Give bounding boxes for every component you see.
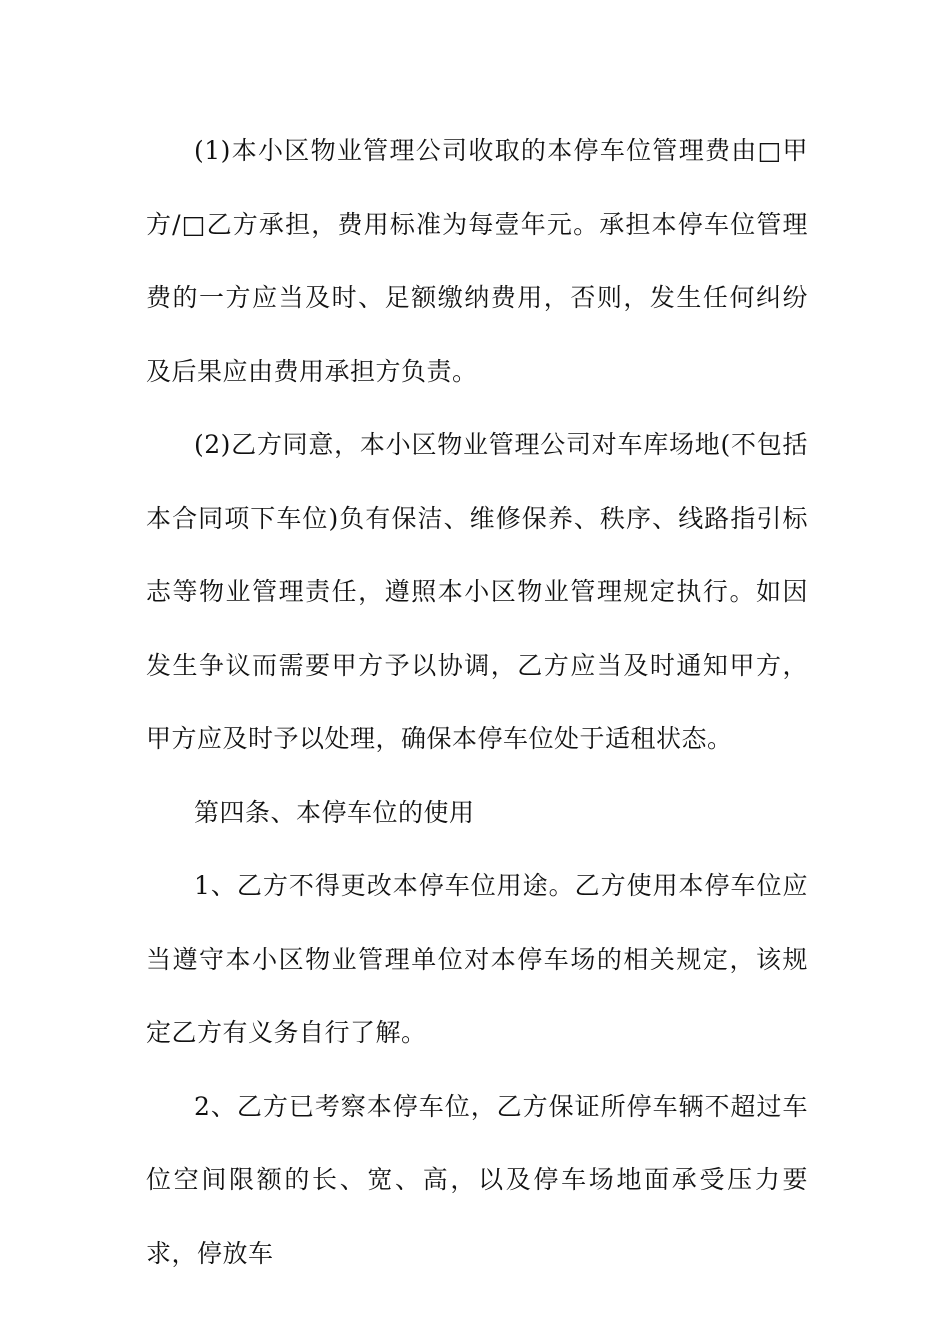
paragraph-management-fee: (1)本小区物业管理公司收取的本停车位管理费由□甲方/□乙方承担，费用标准为每壹年元。承担本停车位管理费的一方应当及时、足额缴纳费用，否则，发生任何纠纷及后果应由费用承担方负责。 [146, 136, 808, 386]
paragraph-property-management: (2)乙方同意，本小区物业管理公司对车库场地(不包括本合同项下车位)负有保洁、维修保养、秩序、线路指引标志等物业管理责任，遵照本小区物业管理规定执行。如因发生争议而需要甲方予以协调，乙方应当及时通知甲方，甲方应及时予以处理，确保本停车位处于适租状态。 [146, 430, 808, 753]
paragraph-usage-rule-2: 2、乙方已考察本停车位，乙方保证所停车辆不超过车位空间限额的长、宽、高，以及停车场地面承受压力要求，停放车 [146, 1091, 808, 1268]
section-heading-article-4: 第四条、本停车位的使用 [194, 797, 475, 827]
paragraph-usage-rule-1: 1、乙方不得更改本停车位用途。乙方使用本停车位应当遵守本小区物业管理单位对本停车场的相关规定，该规定乙方有义务自行了解。 [146, 871, 808, 1047]
